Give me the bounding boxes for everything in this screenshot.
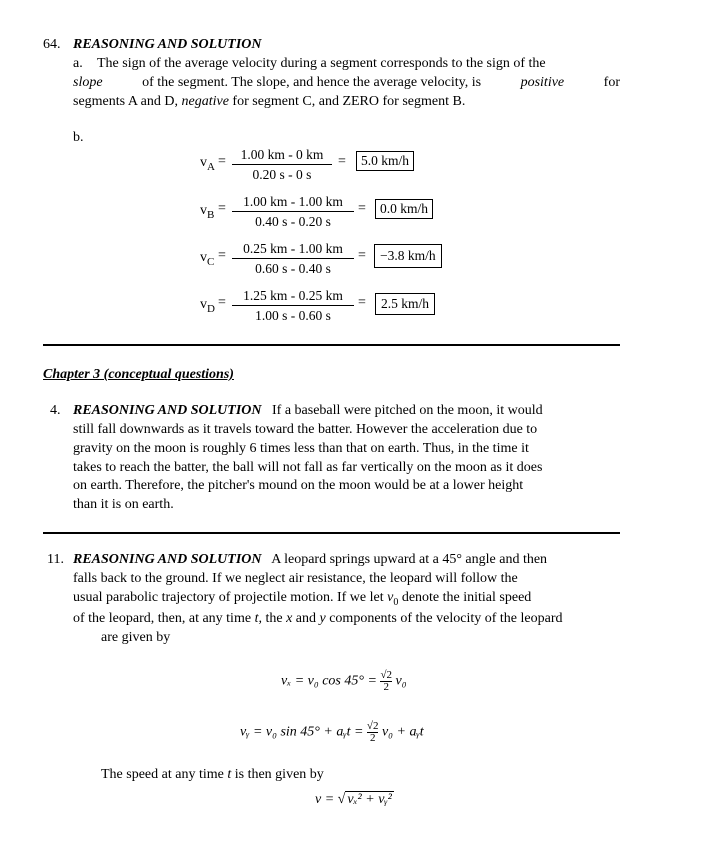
equals-b1: =: [218, 201, 226, 216]
equals-a1: =: [218, 154, 226, 169]
part-a-line1: The sign of the average velocity during a segment corresponds to the sign of the: [97, 56, 546, 71]
equation-vx-lhs: vₓ = v₀ cos 45° =: [281, 673, 377, 689]
equals-a2: =: [338, 154, 346, 169]
fraction-b-denominator: 0.40 s - 0.20 s: [255, 214, 331, 229]
negative-word: negative: [181, 94, 229, 109]
v0-symbol: $v_0$: [387, 590, 399, 608]
velocity-label-d: $v_D$: [200, 297, 215, 315]
equation-speed: [315, 791, 394, 808]
part-b-label: b.: [73, 130, 84, 145]
problem-4-text-3: gravity on the moon is roughly 6 times less than that on earth. Thus, in the time it: [73, 441, 529, 456]
problem-4-text-6: than it is on earth.: [73, 497, 174, 512]
chapter-heading: Chapter 3 (conceptual questions): [43, 367, 234, 382]
result-box-c: −3.8 km/h: [374, 244, 442, 268]
fraction-d-numerator: 1.25 km - 0.25 km: [243, 288, 343, 303]
equals-d2: =: [358, 295, 366, 310]
problem-64-heading: REASONING AND SOLUTION: [73, 37, 262, 52]
part-a-line2: [73, 75, 620, 91]
equation-vy-fraction: $\frac{√2}{2}$: [366, 720, 379, 744]
part-a-line3: [73, 94, 465, 110]
problem-11-text-2: falls back to the ground. If we neglect air resistance, the leopard will follow the: [73, 571, 518, 586]
fraction-c-bar: [232, 258, 354, 259]
fraction-d: [232, 287, 354, 324]
problem-4-text-4: takes to reach the batter, the ball will not fall as far vertically on the moon as it does: [73, 460, 543, 475]
part-a-line3-start: segments A and D,: [73, 94, 178, 109]
part-a-line3-end: for segment C, and ZERO for segment B.: [232, 94, 466, 109]
equation-vx-fraction: $\frac{√2}{2}$: [380, 669, 392, 693]
problem-11-text-3-end: denote the initial speed: [401, 590, 532, 605]
problem-64-number: 64.: [43, 37, 61, 52]
problem-11-text-3: [73, 590, 531, 608]
part-a-label: a.: [73, 56, 83, 71]
positive-word: positive: [520, 75, 565, 90]
problem-4-text-1: If a baseball were pitched on the moon, it would: [272, 403, 543, 418]
problem-11-text-5: are given by: [101, 630, 171, 645]
equation-vy-lhs: vᵧ = v₀ sin 45° + aᵧt =: [240, 724, 364, 740]
equation-speed-radicand: vₓ² + vᵧ²: [347, 792, 392, 807]
section-divider-1: [43, 344, 620, 346]
fraction-a-bar: [232, 164, 332, 165]
problem-4-number: 4.: [50, 403, 61, 418]
velocity-label-b: $v_B$: [200, 203, 215, 221]
problem-11-heading: REASONING AND SOLUTION: [73, 552, 262, 567]
equals-b2: =: [358, 201, 366, 216]
speed-text: The speed at any time t is then given by: [101, 767, 324, 782]
fraction-c-denominator: 0.60 s - 0.40 s: [255, 261, 331, 276]
problem-11-text-4: of the leopard, then, at any time t, the x and y components of the velocity of the leopard: [73, 611, 563, 626]
sqrt-icon: √: [337, 792, 346, 807]
equals-c1: =: [218, 248, 226, 263]
fraction-d-denominator: 1.00 s - 0.60 s: [255, 308, 331, 323]
problem-11-text-3-start: usual parabolic trajectory of projectile motion. If we let: [73, 590, 384, 605]
fraction-c-numerator: 0.25 km - 1.00 km: [243, 241, 343, 256]
problem-4-line1: [73, 403, 543, 419]
equation-speed-lhs: v =: [315, 792, 335, 807]
result-box-d: 2.5 km/h: [375, 293, 435, 315]
equation-vx: [281, 670, 407, 693]
velocity-label-c: $v_C$: [200, 250, 215, 268]
fraction-a-denominator: 0.20 s - 0 s: [252, 167, 312, 182]
equation-vy-tail: v₀ + aᵧt: [381, 724, 424, 740]
fraction-c: [232, 240, 354, 277]
fraction-b-bar: [232, 211, 354, 212]
result-box-a: 5.0 km/h: [356, 151, 414, 171]
problem-4-text-5: on earth. Therefore, the pitcher's mound on the moon would be at a lower height: [73, 478, 524, 493]
problem-11-line1: [73, 552, 547, 568]
fraction-a: [232, 146, 332, 183]
slope-word: slope: [73, 75, 103, 90]
equation-vy: [240, 721, 424, 744]
fraction-b: [232, 193, 354, 230]
result-box-b: 0.0 km/h: [375, 199, 433, 219]
problem-11-text-1: A leopard springs upward at a 45° angle and then: [271, 552, 548, 567]
equals-d1: =: [218, 295, 226, 310]
for-word: for: [603, 75, 620, 90]
fraction-d-bar: [232, 305, 354, 306]
velocity-label-a: $v_A$: [200, 155, 215, 173]
problem-11-number: 11.: [47, 552, 64, 567]
fraction-b-numerator: 1.00 km - 1.00 km: [243, 194, 343, 209]
part-a-line2-mid: of the segment. The slope, and hence the average velocity, is: [142, 75, 482, 90]
section-divider-2: [43, 532, 620, 534]
problem-4-heading: REASONING AND SOLUTION: [73, 403, 262, 418]
fraction-a-numerator: 1.00 km - 0 km: [240, 147, 324, 162]
equals-c2: =: [358, 248, 366, 263]
equation-vx-tail: v₀: [395, 673, 407, 689]
problem-4-text-2: still fall downwards as it travels toward the batter. However the acceleration due to: [73, 422, 538, 437]
